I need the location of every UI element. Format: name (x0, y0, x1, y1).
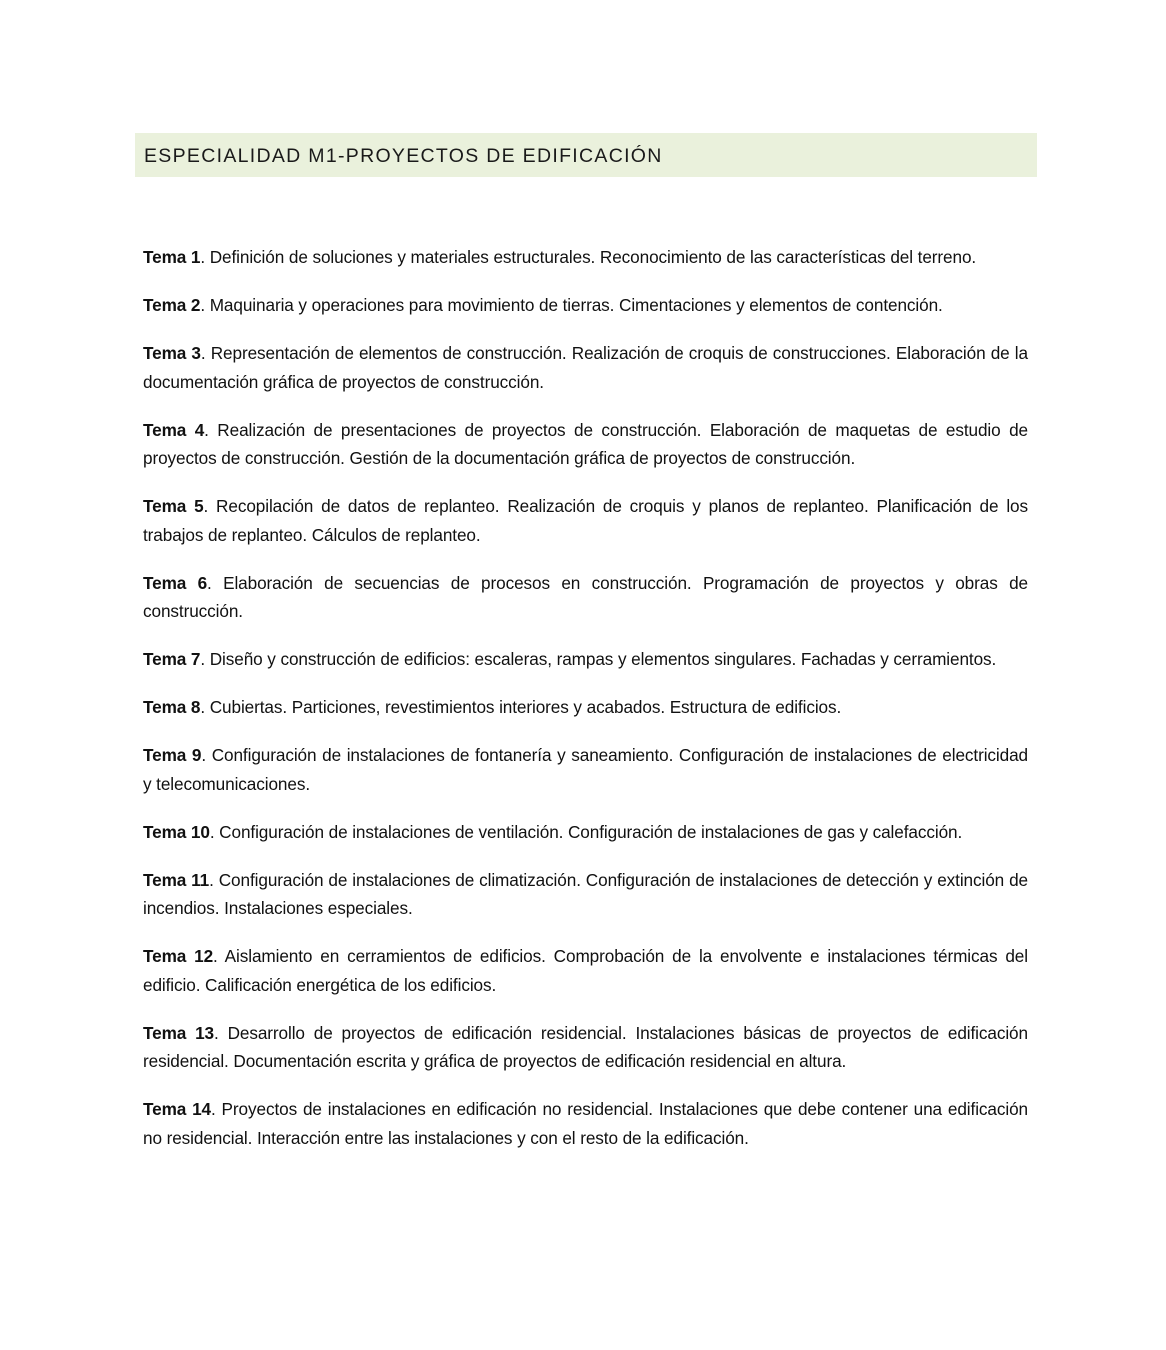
tema-item (143, 569, 1028, 626)
tema-text: . Realización de presentaciones de proyectos de construcción. Elaboración de maquetas de estudio de proyectos de construcción. Gestión de la documentación gráfica de proyectos de construcción. (143, 419, 1028, 468)
tema-item (143, 645, 1028, 674)
tema-label: Tema 11 (143, 869, 210, 890)
tema-label: Tema 8 (143, 697, 201, 717)
section-title: ESPECIALIDAD M1-PROYECTOS DE EDIFICACIÓN (144, 144, 663, 167)
tema-text: . Recopilación de datos de replanteo. Realización de croquis y planos de replanteo. Planificación de los trabajos de replanteo. Cálculos de replanteo. (143, 496, 1028, 545)
tema-text: . Cubiertas. Particiones, revestimientos interiores y acabados. Estructura de edificios. (200, 697, 842, 717)
tema-text: . Representación de elementos de construcción. Realización de croquis de construcciones. Elaboración de la documentación gráfica de proyectos de construcción. (143, 343, 1028, 392)
tema-label: Tema 4 (143, 419, 205, 440)
section-header-band (135, 133, 1037, 177)
tema-label: Tema 1 (143, 247, 201, 267)
tema-label: Tema 6 (143, 572, 208, 593)
tema-item (143, 416, 1028, 473)
tema-item (143, 741, 1028, 798)
tema-item (143, 339, 1028, 396)
tema-item (143, 243, 1028, 272)
tema-text: . Aislamiento en cerramientos de edificios. Comprobación de la envolvente e instalaciones térmicas del edificio. Calificación energética de los edificios. (143, 946, 1028, 995)
tema-item (143, 866, 1028, 923)
tema-item (143, 818, 1028, 847)
tema-label: Tema 9 (143, 745, 202, 765)
tema-text: . Maquinaria y operaciones para movimiento de tierras. Cimentaciones y elementos de contención. (200, 295, 943, 315)
tema-item (143, 1095, 1028, 1152)
tema-text: . Configuración de instalaciones de climatización. Configuración de instalaciones de detección y extinción de incendios. Instalaciones especiales. (143, 869, 1028, 918)
tema-item (143, 291, 1028, 320)
tema-label: Tema 12 (143, 946, 214, 966)
tema-item (143, 492, 1028, 549)
tema-text: . Desarrollo de proyectos de edificación residencial. Instalaciones básicas de proyectos de edificación residencial. Documentación escrita y gráfica de proyectos de edificación residencial en altura. (143, 1022, 1028, 1071)
tema-text: . Configuración de instalaciones de fontanería y saneamiento. Configuración de instalaciones de electricidad y telecomunicaciones. (143, 745, 1029, 794)
tema-item (143, 1019, 1028, 1076)
tema-label: Tema 3 (143, 343, 201, 363)
tema-label: Tema 5 (143, 496, 204, 516)
tema-label: Tema 10 (143, 821, 210, 842)
tema-text: . Configuración de instalaciones de ventilación. Configuración de instalaciones de gas y calefacción. (209, 821, 963, 842)
tema-text: . Diseño y construcción de edificios: escaleras, rampas y elementos singulares. Fachadas y cerramientos. (200, 649, 997, 669)
tema-text: . Elaboración de secuencias de procesos en construcción. Programación de proyectos y obras de construcción. (143, 572, 1028, 621)
tema-item (143, 942, 1028, 999)
tema-label: Tema 2 (143, 295, 201, 315)
tema-text: . Definición de soluciones y materiales estructurales. Reconocimiento de las características del terreno. (200, 247, 977, 267)
tema-item (143, 693, 1028, 722)
temas-list (143, 243, 1028, 1172)
tema-label: Tema 13 (143, 1022, 215, 1043)
tema-label: Tema 7 (143, 649, 201, 669)
tema-text: . Proyectos de instalaciones en edificación no residencial. Instalaciones que debe contener una edificación no residencial. Interacción entre las instalaciones y con el resto de la edificación. (143, 1099, 1028, 1148)
tema-label: Tema 14 (143, 1099, 212, 1119)
